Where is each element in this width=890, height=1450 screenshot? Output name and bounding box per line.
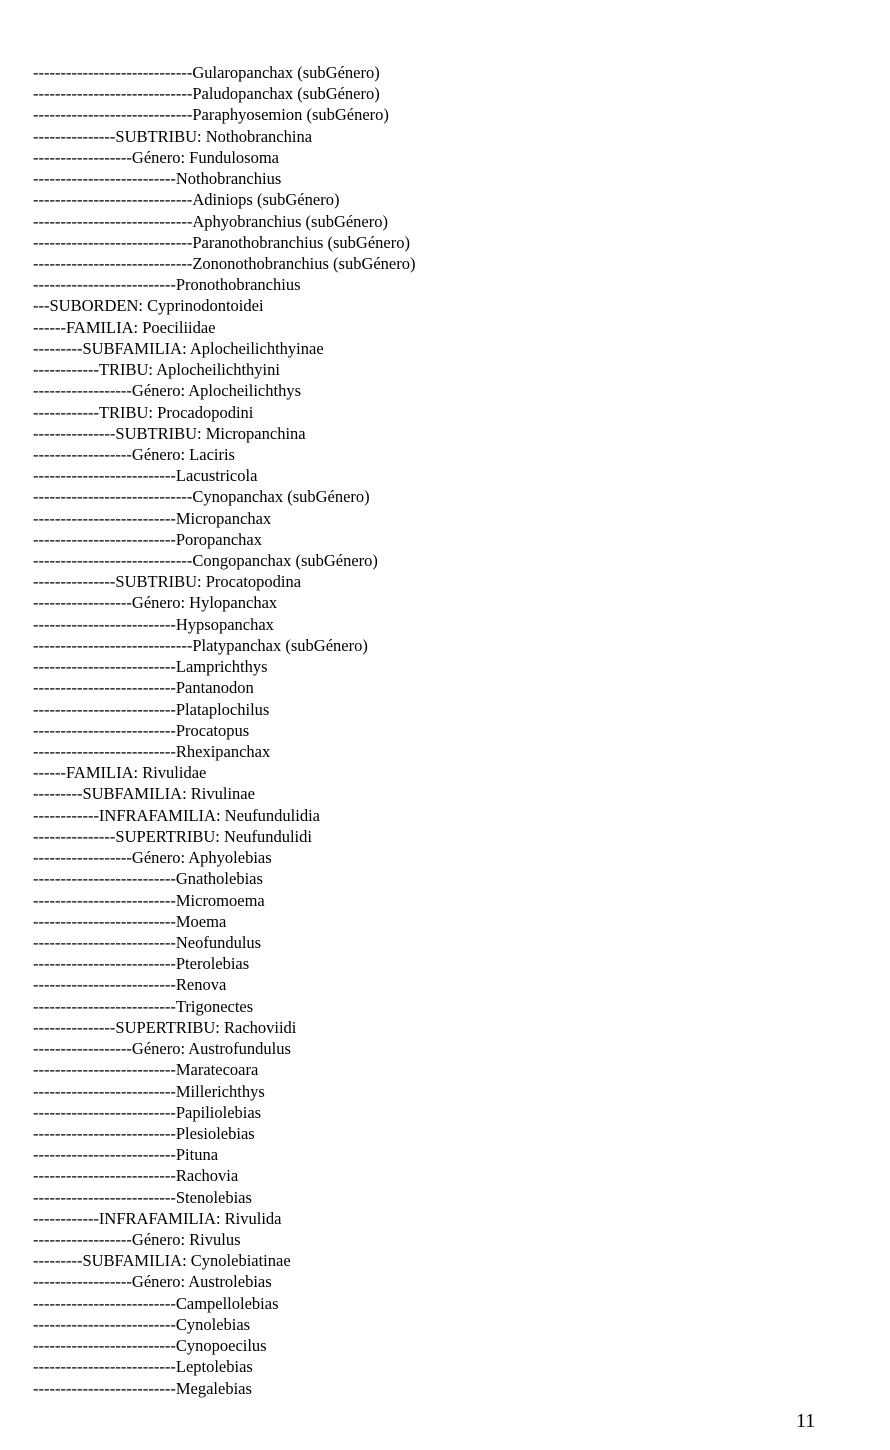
taxonomy-line: --------------------------Lacustricola (33, 466, 258, 486)
taxonomy-line: ------------------Género: Aplocheilichthys (33, 381, 301, 401)
taxonomy-line: ---SUBORDEN: Cyprinodontoidei (33, 296, 264, 316)
taxonomy-line: --------------------------Rachovia (33, 1166, 239, 1186)
taxonomy-line: --------------------------Plesiolebias (33, 1123, 255, 1143)
taxonomy-line: --------------------------Renova (33, 975, 227, 995)
taxonomy-list (33, 62, 853, 1399)
taxonomy-line: -----------------------------Paranothobranchius (subGénero) (33, 232, 410, 252)
taxonomy-line: ---------------SUBTRIBU: Micropanchina (33, 423, 306, 443)
taxonomy-line: --------------------------Rhexipanchax (33, 742, 271, 761)
taxonomy-line: ---------SUBFAMILIA: Rivulinae (33, 784, 255, 804)
taxonomy-line: --------------------------Pantanodon (33, 678, 254, 698)
taxonomy-line: -----------------------------Paludopanchax (subGénero) (33, 84, 380, 104)
taxonomy-line: ---------SUBFAMILIA: Cynolebiatinae (33, 1251, 291, 1271)
taxonomy-line: ------FAMILIA: Rivulidae (33, 763, 207, 783)
taxonomy-line: -----------------------------Congopanchax (subGénero) (33, 551, 378, 571)
taxonomy-line: ------------------Género: Hylopanchax (33, 593, 278, 613)
taxonomy-line: --------------------------Moema (33, 911, 227, 931)
taxonomy-line: ------------TRIBU: Aplocheilichthyini (33, 360, 280, 380)
taxonomy-line: ---------------SUPERTRIBU: Neufundulidi (33, 826, 312, 846)
taxonomy-line: -----------------------------Paraphyosemion (subGénero) (33, 105, 389, 125)
taxonomy-line: ------------------Género: Rivulus (33, 1230, 241, 1250)
taxonomy-line: --------------------------Pronothobranchius (33, 275, 301, 295)
taxonomy-line: ------------INFRAFAMILIA: Rivulida (33, 1208, 282, 1228)
taxonomy-line: ---------------SUPERTRIBU: Rachoviidi (33, 1017, 297, 1037)
taxonomy-line: --------------------------Pterolebias (33, 954, 250, 974)
taxonomy-line: ------------------Género: Aphyolebias (33, 848, 272, 868)
taxonomy-line: --------------------------Micromoema (33, 890, 265, 910)
taxonomy-line: --------------------------Papiliolebias (33, 1102, 262, 1122)
taxonomy-line: --------------------------Millerichthys (33, 1081, 265, 1101)
taxonomy-line: -----------------------------Platypanchax (subGénero) (33, 635, 368, 655)
taxonomy-line: --------------------------Neofundulus (33, 932, 262, 952)
taxonomy-line: -----------------------------Cynopanchax (subGénero) (33, 487, 370, 507)
taxonomy-line: -----------------------------Aphyobranchius (subGénero) (33, 211, 388, 231)
taxonomy-line: --------------------------Micropanchax (33, 508, 272, 528)
taxonomy-line: -----------------------------Adiniops (subGénero) (33, 190, 340, 210)
taxonomy-line: --------------------------Poropanchax (33, 529, 263, 549)
taxonomy-line: --------------------------Megalebias (33, 1378, 252, 1398)
taxonomy-line: --------------------------Trigonectes (33, 996, 254, 1016)
taxonomy-line: --------------------------Hypsopanchax (33, 614, 274, 634)
taxonomy-line: -----------------------------Zononothobranchius (subGénero) (33, 253, 416, 273)
taxonomy-line: ------------TRIBU: Procadopodini (33, 402, 254, 422)
taxonomy-line: --------------------------Cynopoecilus (33, 1336, 267, 1356)
taxonomy-line: --------------------------Campellolebias (33, 1293, 279, 1313)
taxonomy-line: --------------------------Cynolebias (33, 1314, 251, 1334)
taxonomy-line: --------------------------Stenolebias (33, 1187, 252, 1207)
taxonomy-line: ------------------Género: Austrofundulus (33, 1039, 291, 1059)
taxonomy-line: ---------------SUBTRIBU: Nothobranchina (33, 126, 313, 146)
taxonomy-line: --------------------------Leptolebias (33, 1357, 253, 1377)
taxonomy-line: --------------------------Pituna (33, 1145, 219, 1165)
taxonomy-line: --------------------------Maratecoara (33, 1060, 259, 1080)
taxonomy-line: ------------------Género: Fundulosoma (33, 147, 280, 167)
taxonomy-line: --------------------------Plataplochilus (33, 699, 270, 719)
taxonomy-line: ------FAMILIA: Poeciliidae (33, 317, 216, 337)
taxonomy-line: --------------------------Nothobranchius (33, 169, 282, 189)
taxonomy-line: ---------------SUBTRIBU: Procatopodina (33, 572, 302, 592)
taxonomy-line: -----------------------------Gularopanchax (subGénero) (33, 63, 380, 82)
taxonomy-line: --------------------------Gnatholebias (33, 869, 263, 889)
taxonomy-line: ------------INFRAFAMILIA: Neufundulidia (33, 805, 320, 825)
taxonomy-line: ------------------Género: Laciris (33, 444, 235, 464)
page-number: 11 (796, 1410, 816, 1432)
taxonomy-line: ------------------Género: Austrolebias (33, 1272, 272, 1292)
taxonomy-line: --------------------------Procatopus (33, 720, 250, 740)
taxonomy-line: ---------SUBFAMILIA: Aplocheilichthyinae (33, 338, 324, 358)
taxonomy-line: --------------------------Lamprichthys (33, 657, 268, 677)
